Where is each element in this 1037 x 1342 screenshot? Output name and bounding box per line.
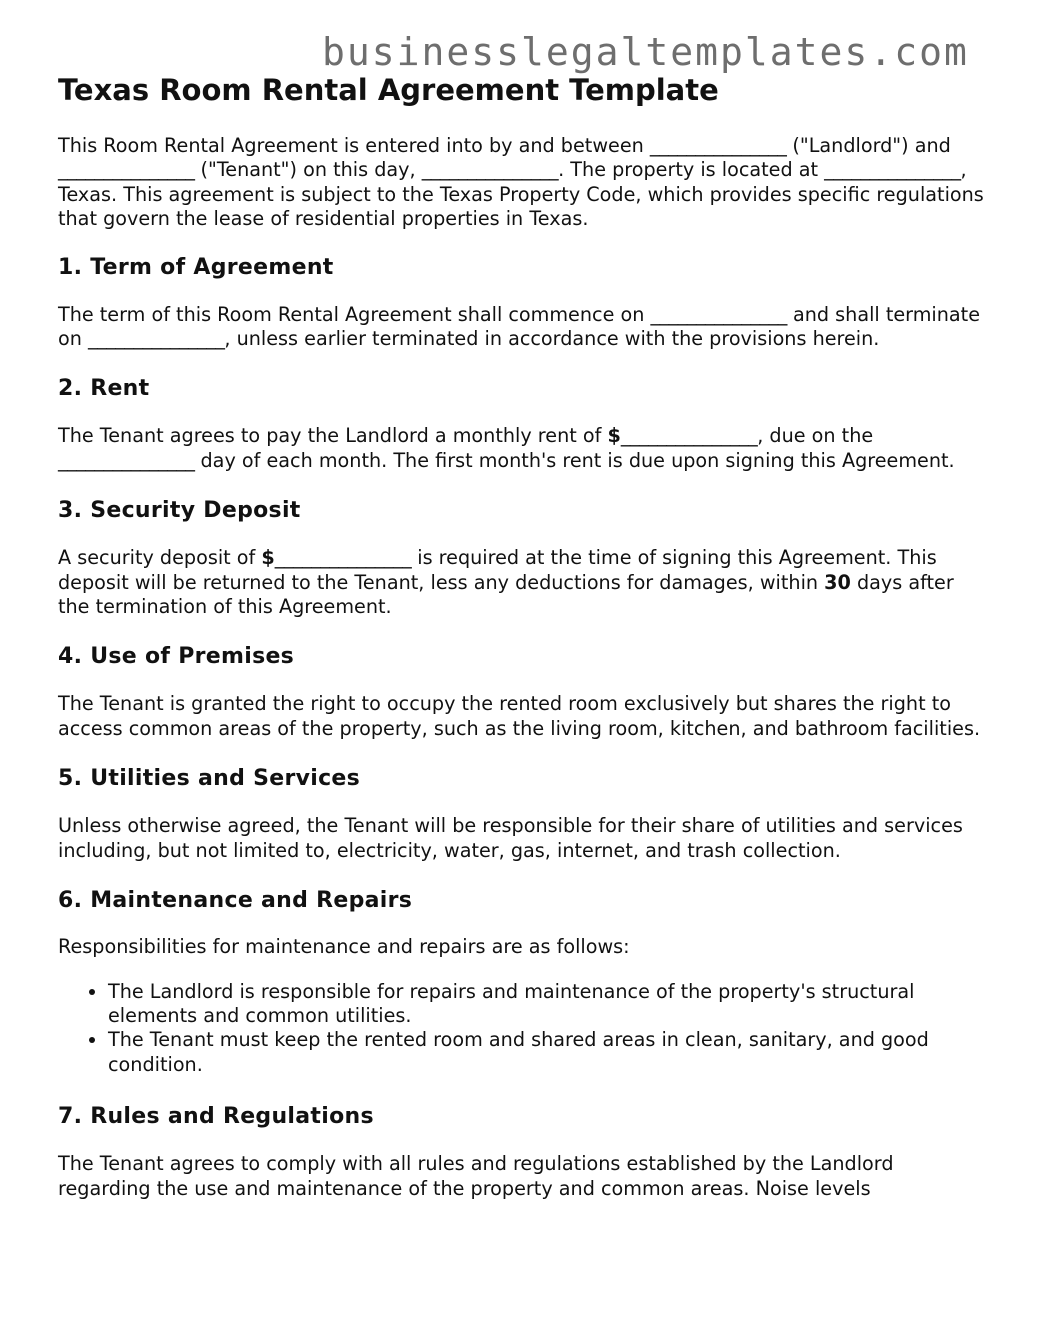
section-rent: [58, 375, 988, 473]
term-text-1: The term of this Room Rental Agreement shall commence on: [58, 302, 651, 326]
intro-paragraph: [58, 134, 988, 232]
dollar-sign: $: [261, 546, 275, 570]
due-day-blank[interactable]: _______________: [58, 448, 195, 472]
section-body: Unless otherwise agreed, the Tenant will be responsible for their share of utilities and services including, but not limited to, electricity, water, gas, internet, and trash collection.: [58, 814, 963, 862]
rent-amount-blank[interactable]: _______________: [620, 424, 758, 448]
responsibilities-list: [58, 980, 988, 1078]
section-security-deposit: [58, 497, 988, 619]
section-body: [58, 303, 988, 352]
dollar-sign: $: [607, 424, 621, 448]
document-title: Texas Room Rental Agreement Template: [58, 73, 719, 107]
section-body: The Tenant is granted the right to occupy the rented room exclusively but shares the right to access common areas of the property, such as the living room, kitchen, and bathroom facilities.: [58, 692, 981, 740]
deposit-text-2: is required at the time of signing this Agreement. This deposit will be returned to the Tenant, less any deductions for damages, within: [58, 546, 937, 594]
rent-text-1: The Tenant agrees to pay the Landlord a monthly rent of: [58, 424, 608, 448]
return-days: 30: [824, 570, 851, 594]
section-body: [58, 424, 988, 473]
list-item: • The Landlord is responsible for repairs and maintenance of the property's structural elements and common utilities.: [108, 980, 988, 1029]
section-rules: [58, 1103, 988, 1201]
landlord-blank[interactable]: _______________: [649, 134, 787, 157]
start-date-blank[interactable]: _______________: [650, 302, 787, 326]
rent-text-3: day of each month. The first month's rent is due upon signing this Agreement.: [194, 448, 955, 472]
section-heading: 1. Term of Agreement: [58, 254, 334, 280]
document-page: [58, 0, 988, 1201]
section-maintenance: [58, 887, 988, 1077]
section-heading: 3. Security Deposit: [58, 498, 301, 524]
date-blank[interactable]: _______________: [421, 158, 559, 182]
term-text-3: , unless earlier terminated in accordance with the provisions herein.: [224, 327, 880, 351]
intro-text-1: This Room Rental Agreement is entered into by and between: [58, 134, 650, 157]
section-term: [58, 254, 988, 352]
end-date-blank[interactable]: _______________: [88, 327, 225, 351]
section-heading: 2. Rent: [58, 376, 150, 402]
deposit-text-1: A security deposit of: [58, 546, 262, 570]
property-location-blank[interactable]: _______________: [824, 158, 961, 182]
section-heading: 5. Utilities and Services: [58, 766, 361, 792]
watermark: businesslegaltemplates.com: [322, 30, 969, 74]
intro-text-5: , Texas. This agreement is subject to the Texas Property Code, which provides specific regulations that govern the lease of residential properties in Texas.: [58, 158, 984, 231]
term-text-2: and shall terminate on: [58, 302, 980, 351]
rent-text-2: , due on the: [757, 424, 874, 448]
deposit-text-3: days after the termination of this Agreement.: [58, 570, 954, 619]
section-heading: 7. Rules and Regulations: [58, 1104, 374, 1130]
section-body: [58, 546, 988, 619]
section-body: The Tenant agrees to comply with all rules and regulations established by the Landlord regarding the use and maintenance of the property and common areas. Noise levels: [58, 1152, 894, 1200]
intro-text-2: ("Landlord") and: [786, 134, 951, 157]
section-use-of-premises: [58, 643, 988, 741]
section-utilities: [58, 765, 988, 863]
deposit-amount-blank[interactable]: _______________: [274, 546, 412, 570]
tenant-blank[interactable]: _______________: [58, 158, 195, 182]
section-lead: Responsibilities for maintenance and repairs are as follows:: [58, 935, 630, 959]
list-item: • The Tenant must keep the rented room and shared areas in clean, sanitary, and good condition.: [108, 1028, 988, 1077]
section-heading: 4. Use of Premises: [58, 644, 295, 670]
intro-text-4: . The property is located at: [558, 158, 825, 182]
section-heading: 6. Maintenance and Repairs: [58, 888, 413, 914]
intro-text-3: ("Tenant") on this day,: [194, 158, 422, 182]
